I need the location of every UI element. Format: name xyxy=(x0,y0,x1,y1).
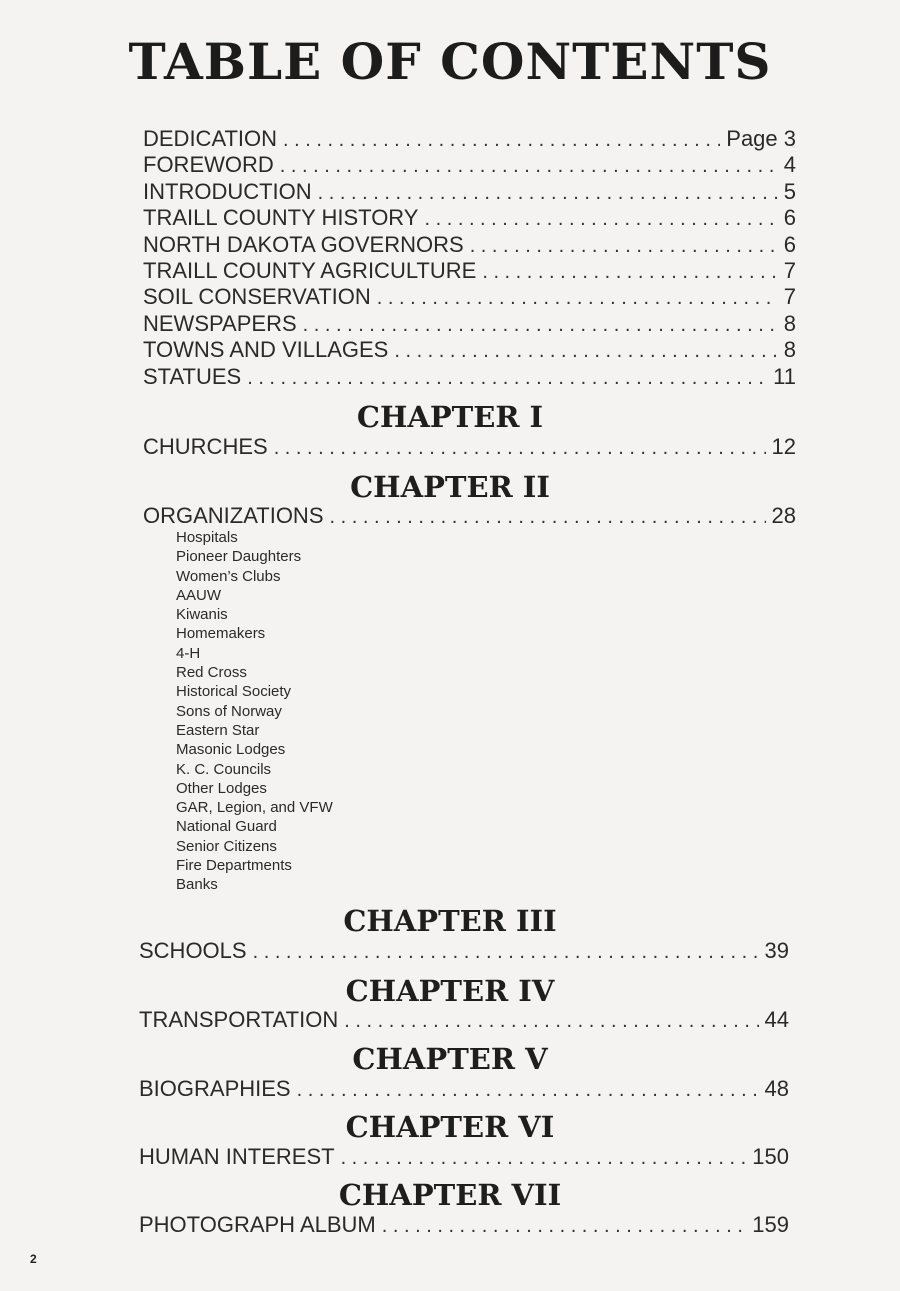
toc-label: NEWSPAPERS xyxy=(143,310,297,336)
toc-row xyxy=(143,179,796,205)
list-item: Eastern Star xyxy=(176,721,260,739)
toc-label: SCHOOLS xyxy=(139,938,247,963)
toc-page: 44 xyxy=(764,1007,789,1032)
toc-page: 6 xyxy=(783,231,796,257)
chapter-heading: CHAPTER IV xyxy=(345,974,555,1008)
toc-page: 5 xyxy=(783,178,796,204)
list-item: Senior Citizens xyxy=(176,837,277,855)
toc-label: FOREWORD xyxy=(143,152,274,178)
toc-page: 48 xyxy=(764,1076,789,1101)
toc-label: STATUES xyxy=(143,363,242,389)
leader-dots xyxy=(247,365,767,391)
list-item: Hospitals xyxy=(176,529,238,546)
list-item: GAR, Legion, and VFW xyxy=(176,799,333,817)
chapter-entry xyxy=(139,1076,789,1102)
page-number: 2 xyxy=(30,1252,37,1266)
list-item: Historical Society xyxy=(176,683,292,701)
leader-dots xyxy=(382,1213,747,1239)
toc-label: TRANSPORTATION xyxy=(139,1007,339,1032)
toc-page: 7 xyxy=(783,257,796,283)
page-title: TABLE OF CONTENTS xyxy=(128,32,772,91)
leader-dots xyxy=(470,233,778,259)
toc-page: 7 xyxy=(783,284,796,310)
toc-page: 159 xyxy=(752,1212,789,1237)
list-item: 4-H xyxy=(176,644,201,662)
leader-dots xyxy=(253,939,759,965)
toc-row xyxy=(143,205,796,231)
list-item: Masonic Lodges xyxy=(176,741,286,759)
toc-row xyxy=(139,1212,789,1238)
toc-page: 4 xyxy=(783,152,796,178)
leader-dots xyxy=(283,127,720,153)
list-item: Other Lodges xyxy=(176,779,267,797)
chapter-heading: CHAPTER I xyxy=(356,400,544,434)
toc-row xyxy=(143,126,796,152)
organizations-sublist xyxy=(176,528,333,895)
chapter-entry xyxy=(139,1144,789,1170)
list-item: National Guard xyxy=(176,818,277,836)
leader-dots xyxy=(297,1077,759,1103)
toc-row xyxy=(143,232,796,258)
toc-page: 12 xyxy=(771,434,796,459)
toc-label: TRAILL COUNTY AGRICULTURE xyxy=(143,257,477,283)
toc-label: DEDICATION xyxy=(143,126,278,151)
chapter-entry xyxy=(143,434,796,460)
toc-page: 11 xyxy=(773,363,796,389)
list-item: Kiwanis xyxy=(176,606,228,624)
leader-dots xyxy=(424,206,777,232)
toc-page: 8 xyxy=(783,310,796,336)
leader-dots xyxy=(280,153,778,179)
list-item: Fire Departments xyxy=(176,857,292,875)
chapter-entry xyxy=(139,1212,789,1238)
toc-page: 6 xyxy=(783,205,796,231)
leader-dots xyxy=(377,285,778,311)
toc-row xyxy=(139,1076,789,1102)
chapter-entry xyxy=(143,503,796,529)
toc-row xyxy=(143,284,796,310)
toc-row xyxy=(139,1144,789,1170)
toc-label: BIOGRAPHIES xyxy=(139,1076,291,1101)
toc-page: 150 xyxy=(752,1144,789,1169)
chapter-entry xyxy=(139,1007,789,1033)
list-item: Sons of Norway xyxy=(176,702,282,720)
leader-dots xyxy=(482,259,777,285)
toc-row xyxy=(139,938,789,964)
toc-label: TRAILL COUNTY HISTORY xyxy=(143,205,419,231)
leader-dots xyxy=(344,1008,758,1034)
toc-row xyxy=(143,503,796,529)
toc-label: PHOTOGRAPH ALBUM xyxy=(139,1212,376,1237)
leader-dots xyxy=(341,1145,747,1171)
toc-row xyxy=(143,364,796,390)
toc-page: Page 3 xyxy=(726,126,796,151)
toc-row xyxy=(143,152,796,178)
toc-label: TOWNS AND VILLAGES xyxy=(143,337,389,363)
leader-dots xyxy=(394,338,777,364)
leader-dots xyxy=(318,180,778,206)
toc-row xyxy=(143,434,796,460)
toc-label: SOIL CONSERVATION xyxy=(143,284,371,310)
list-item: Red Cross xyxy=(176,664,247,682)
toc-page: 8 xyxy=(783,337,796,363)
list-item: Women’s Clubs xyxy=(176,567,281,585)
chapter-entry xyxy=(139,938,789,964)
list-item: Homemakers xyxy=(176,625,266,643)
toc-row xyxy=(139,1007,789,1033)
list-item: Banks xyxy=(176,876,218,894)
chapter-heading: CHAPTER III xyxy=(343,904,557,938)
toc-row xyxy=(143,258,796,284)
toc-label: HUMAN INTEREST xyxy=(139,1144,335,1169)
toc-page: 39 xyxy=(764,938,789,963)
list-item: AAUW xyxy=(176,586,221,604)
chapter-heading: CHAPTER II xyxy=(350,470,550,504)
list-item: K. C. Councils xyxy=(176,760,272,778)
toc-label: ORGANIZATIONS xyxy=(143,503,324,528)
list-item: Pioneer Daughters xyxy=(176,548,302,566)
toc-label: NORTH DAKOTA GOVERNORS xyxy=(143,231,464,257)
toc-row xyxy=(143,337,796,363)
leader-dots xyxy=(303,312,778,338)
chapter-heading: CHAPTER V xyxy=(352,1042,548,1076)
toc-row xyxy=(143,311,796,337)
front-matter-list xyxy=(143,126,796,390)
leader-dots xyxy=(274,435,766,461)
toc-page: 28 xyxy=(771,503,796,528)
toc-label: CHURCHES xyxy=(143,434,268,459)
leader-dots xyxy=(330,504,766,530)
chapter-heading: CHAPTER VI xyxy=(345,1110,555,1144)
toc-label: INTRODUCTION xyxy=(143,178,312,204)
chapter-heading: CHAPTER VII xyxy=(338,1178,562,1212)
